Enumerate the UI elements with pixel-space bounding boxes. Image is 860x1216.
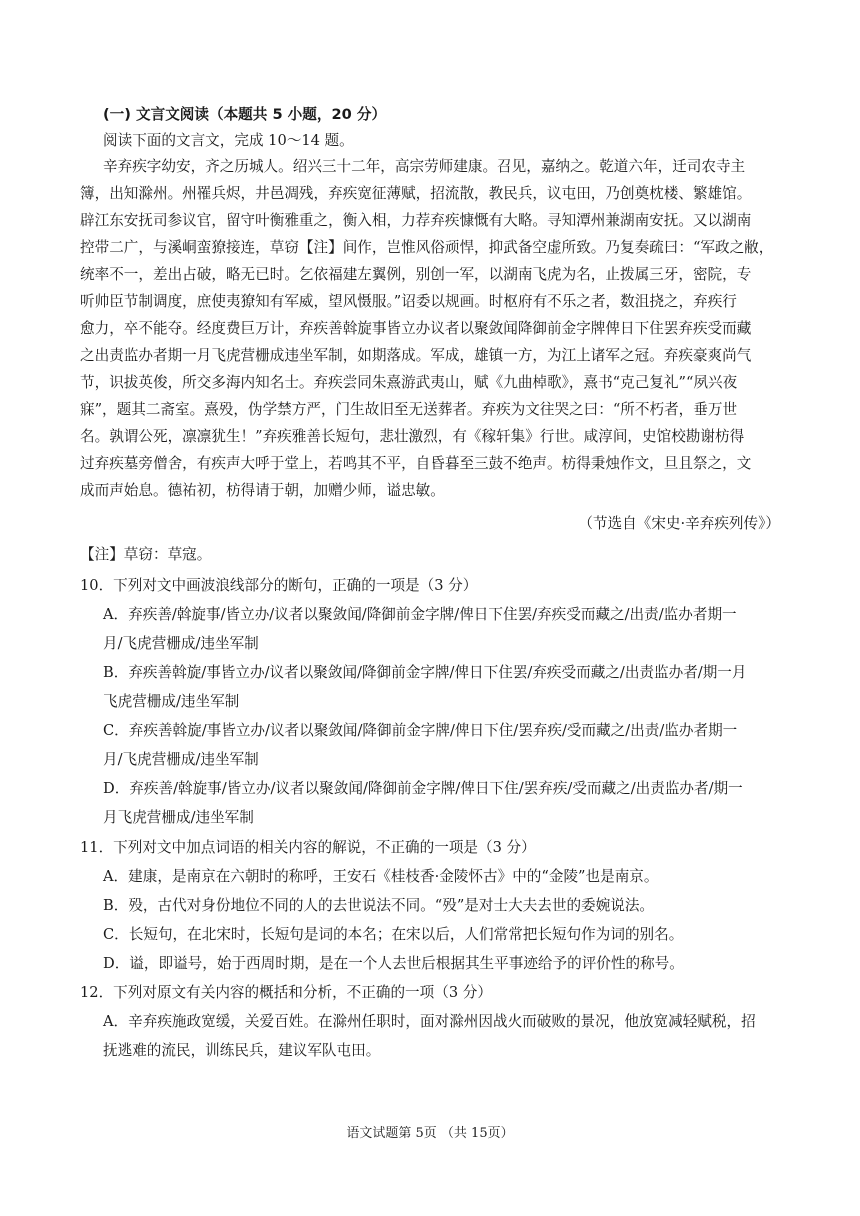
- passage-line: 听帅臣节制调度，庶使夷獠知有军威，望风慑服。”诏委以规画。时枢府有不乐之者，数沮挠之，弃疾行: [80, 293, 737, 310]
- question-10-stem: 10．下列对文中画波浪线部分的断句，正确的一项是（3 分）: [80, 577, 478, 594]
- question-10-option-d-cont: 月飞虎营栅成/违坐军制: [103, 809, 254, 826]
- passage-line: 愈力，卒不能夺。经度费巨万计，弃疾善斡旋事皆立办议者以聚敛闻降御前金字牌俾日下住罢弃疾受而藏: [80, 320, 752, 337]
- passage-line: 控带二广，与溪峒蛮獠接连，草窃【注】间作，岂惟风俗顽悍，抑武备空虚所致。乃复奏疏曰：“军政之敝，: [80, 239, 774, 256]
- question-10-option-d: D．弃疾善/斡旋事/皆立办/议者以聚敛闻/降御前金字牌/俾日下住/罢弃疾/受而藏之/出责监办者/期一: [103, 780, 743, 797]
- passage-line: 统率不一，差出占破，略无已时。乞依福建左翼例，别创一军，以湖南飞虎为名，止拨属三牙，密院，专: [80, 266, 752, 283]
- question-12-option-a-cont: 抚逃难的流民，训练民兵，建议军队屯田。: [103, 1042, 381, 1059]
- passage-line: 辛弃疾字幼安，齐之历城人。绍兴三十二年，高宗劳师建康。召见，嘉纳之。乾道六年，迁司农寺主: [103, 158, 746, 175]
- passage-line: 寐”，题其二斋室。熹殁，伪学禁方严，门生故旧至无送葬者。弃疾为文往哭之曰：“所不朽者，垂万世: [80, 401, 738, 418]
- source-citation: （节选自《宋史·辛弃疾列传》）: [578, 515, 780, 532]
- question-10-option-c: C．弃疾善斡旋/事皆立办/议者以聚敛闻/降御前金字牌/俾日下住/罢弃疾/受而藏之/出责/监办者期一: [103, 722, 738, 739]
- question-10-option-b: B．弃疾善斡旋/事皆立办/议者以聚敛闻/降御前金字牌/俾日下住罢/弃疾受而藏之/出责监办者/期一月: [103, 664, 747, 681]
- question-10-option-b-cont: 飞虎营栅成/违坐军制: [103, 693, 240, 710]
- passage-line: 过弃疾墓旁僧舍，有疾声大呼于堂上，若鸣其不平，自昏暮至三鼓不绝声。枋得秉烛作文，旦且祭之，文: [80, 455, 752, 472]
- question-12-stem: 12．下列对原文有关内容的概括和分析，不正确的一项（3 分）: [80, 984, 492, 1001]
- question-11-option-a: A．建康，是南京在六朝时的称呼，王安石《桂枝香·金陵怀古》中的“金陵”也是南京。: [103, 868, 659, 885]
- footnote: 【注】草窃：草寇。: [80, 546, 212, 563]
- passage-line: 名。孰谓公死，凛凛犹生！”弃疾雅善长短句，悲壮激烈，有《稼轩集》行世。咸淳间，史馆校勘谢枋得: [80, 428, 745, 445]
- passage-line: 之出责监办者期一月飞虎营栅成违坐军制，如期落成。军成，雄镇一方，为江上诸军之冠。弃疾豪爽尚气: [80, 347, 752, 364]
- question-10-option-a-cont: 月/飞虎营栅成/违坐军制: [103, 635, 259, 652]
- question-11-option-b: B．殁，古代对身份地位不同的人的去世说法不同。“殁”是对士大夫去世的委婉说法。: [103, 897, 655, 914]
- question-11-option-c: C．长短句，在北宋时，长短句是词的本名；在宋以后，人们常常把长短句作为词的别名。: [103, 926, 684, 943]
- question-11-stem: 11．下列对文中加点词语的相关内容的解说，不正确的一项是（3 分）: [80, 839, 536, 856]
- passage-line: 簿，出知滁州。州罹兵烬，井邑凋残，弃疾宽征薄赋，招流散，教民兵，议屯田，乃创奠枕楼、繁雄馆。: [80, 185, 752, 202]
- passage-line: 辟江东安抚司参议官，留守叶衡雅重之，衡入相，力荐弃疾慷慨有大略。寻知潭州兼湖南安抚。又以湖南: [80, 212, 752, 229]
- question-10-option-a: A．弃疾善/斡旋事/皆立办/议者以聚敛闻/降御前金字牌/俾日下住罢/弃疾受而藏之/出责/监办者期一: [103, 606, 737, 623]
- passage-line: 节，识拔英俊，所交多海内知名士。弃疾尝同朱熹游武夷山，赋《九曲棹歌》，熹书“克己复礼”“夙兴夜: [80, 374, 738, 391]
- question-11-option-d: D．谥，即谥号，始于西周时期，是在一个人去世后根据其生平事迹给予的评价性的称号。: [103, 955, 684, 972]
- page-footer: 语文试题第 5页 （共 15页）: [346, 1126, 514, 1141]
- question-10-option-c-cont: 月/飞虎营栅成/违坐军制: [103, 751, 259, 768]
- question-12-option-a: A．辛弃疾施政宽缓，关爱百姓。在滁州任职时，面对滁州因战火而破败的景况，他放宽减轻赋税，招: [103, 1013, 756, 1030]
- passage-line: 成而声始息。德祐初，枋得请于朝，加赠少师，谥忠敏。: [80, 482, 445, 499]
- section-heading: (一) 文言文阅读（本题共 5 小题，20 分）: [103, 106, 387, 123]
- instruction: 阅读下面的文言文，完成 10～14 题。: [103, 132, 354, 149]
